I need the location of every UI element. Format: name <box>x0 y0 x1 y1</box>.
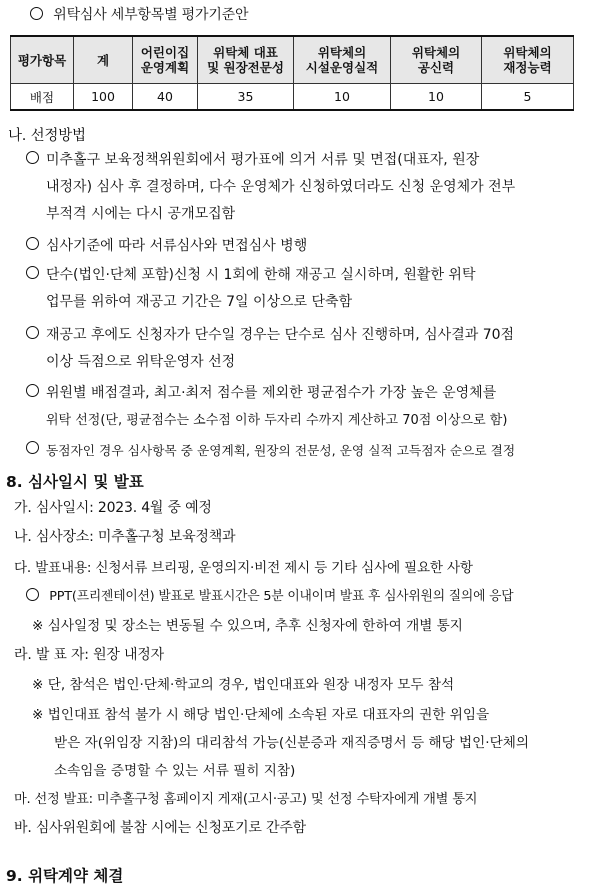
value-cell: 10 <box>294 84 391 111</box>
circle-bullet-icon <box>26 151 39 164</box>
note-proxy-line1: ※ 법인대표 참석 불가 시 해당 법인·단체에 소속된 자로 대표자의 권한 위임을 <box>32 707 490 723</box>
evaluation-criteria-label: 위탁심사 세부항목별 평가기준안 <box>53 7 249 23</box>
value-cell: 35 <box>198 84 294 111</box>
section-na-heading: 나. 선정방법 <box>8 128 86 144</box>
item-ma: 마. 선정 발표: 미추홀구청 홈페이지 게재(고시·공고) 및 선정 수탁자에게 개별 통지 <box>14 792 478 807</box>
bullet-line: 업무를 위하여 재공고 기간은 7일 이상으로 단축함 <box>46 294 353 310</box>
note-attendance: ※ 단, 참석은 법인·단체·학교의 경우, 법인대표와 원장 내정자 모두 참석 <box>32 677 455 693</box>
ppt-bullet-text: PPT(프리젠테이션) 발표로 발표시간은 5분 이내이며 발표 후 심사위원의 질의에 응답 <box>49 589 514 604</box>
bullet-line: 이상 득점으로 위탁운영자 선정 <box>46 354 236 370</box>
section-8-heading: 8. 심사일시 및 발표 <box>6 473 144 491</box>
header-cell: 평가항목 <box>11 36 74 84</box>
evaluation-criteria-item <box>30 4 248 24</box>
circle-bullet-icon <box>26 237 39 250</box>
bullet-line: 심사기준에 따라 서류심사와 면접심사 병행 <box>46 238 308 254</box>
bullet-item <box>26 380 586 434</box>
circle-bullet-icon <box>30 7 43 20</box>
section-9-heading: 9. 위탁계약 체결 <box>6 867 124 885</box>
bullet-line: 위탁 선정(단, 평균점수는 소수점 이하 두자리 수까지 계산하고 70점 이상으로 함) <box>46 413 508 428</box>
ppt-bullet <box>26 585 513 604</box>
value-cell: 10 <box>391 84 482 111</box>
value-cell: 40 <box>133 84 198 111</box>
item-ba: 바. 심사위원회에 불참 시에는 신청포기로 간주함 <box>14 820 306 836</box>
bullet-line: 재공고 후에도 신청자가 단수일 경우는 단수로 심사 진행하며, 심사결과 70점 <box>46 327 515 343</box>
table-header-row <box>11 36 574 84</box>
circle-bullet-icon <box>26 384 39 397</box>
header-cell: 위탁체 대표 및 원장전문성 <box>198 36 294 84</box>
header-cell: 위탁체의 시설운영실적 <box>294 36 391 84</box>
circle-bullet-icon <box>26 266 39 279</box>
item-ga: 가. 심사일시: 2023. 4월 중 예정 <box>14 500 212 516</box>
bullet-item <box>26 233 586 260</box>
bullet-item <box>26 322 586 376</box>
evaluation-score-table <box>10 35 574 111</box>
value-cell: 100 <box>74 84 133 111</box>
bullet-line: 동점자인 경우 심사항목 중 운영계획, 원장의 전문성, 운영 실적 고득점자 순으로 결정 <box>46 443 516 458</box>
bullet-item <box>26 262 586 316</box>
bullet-item <box>26 147 586 228</box>
table-row <box>11 84 574 111</box>
item-ra: 라. 발 표 자: 원장 내정자 <box>14 647 164 663</box>
item-da: 다. 발표내용: 신청서류 브리핑, 운영의지·비전 제시 등 기타 심사에 필요한 사항 <box>14 560 473 576</box>
bullet-line: 부적격 시에는 다시 공개모집함 <box>46 206 236 222</box>
note-proxy-line2: 받은 자(위임장 지참)의 대리참석 가능(신분증과 재직증명서 등 해당 법인·단체의 <box>54 735 530 751</box>
circle-bullet-icon <box>26 326 39 339</box>
bullet-item <box>26 437 586 464</box>
header-cell: 어린이집 운영계획 <box>133 36 198 84</box>
note-proxy-line3: 소속임을 증명할 수 있는 서류 필히 지참) <box>54 763 296 779</box>
circle-bullet-icon <box>26 588 39 601</box>
bullet-line: 위원별 배점결과, 최고·최저 점수를 제외한 평균점수가 가장 높은 운영체를 <box>46 385 497 401</box>
bullet-line: 내정자) 심사 후 결정하며, 다수 운영체가 신청하였더라도 신청 운영체가 전부 <box>46 179 516 195</box>
header-cell: 위탁체의 재정능력 <box>482 36 574 84</box>
bullet-line: 단수(법인·단체 포함)신청 시 1회에 한해 재공고 실시하며, 원활한 위탁 <box>46 267 476 283</box>
row-label-cell: 배점 <box>11 84 74 111</box>
value-cell: 5 <box>482 84 574 111</box>
note-schedule: ※ 심사일정 및 장소는 변동될 수 있으며, 추후 신청자에 한하여 개별 통지 <box>32 618 463 634</box>
circle-bullet-icon <box>26 441 39 454</box>
item-na: 나. 심사장소: 미추홀구청 보육정책과 <box>14 529 236 545</box>
header-cell: 계 <box>74 36 133 84</box>
bullet-line: 미추홀구 보육정책위원회에서 평가표에 의거 서류 및 면접(대표자, 원장 <box>46 152 480 168</box>
header-cell: 위탁체의 공신력 <box>391 36 482 84</box>
